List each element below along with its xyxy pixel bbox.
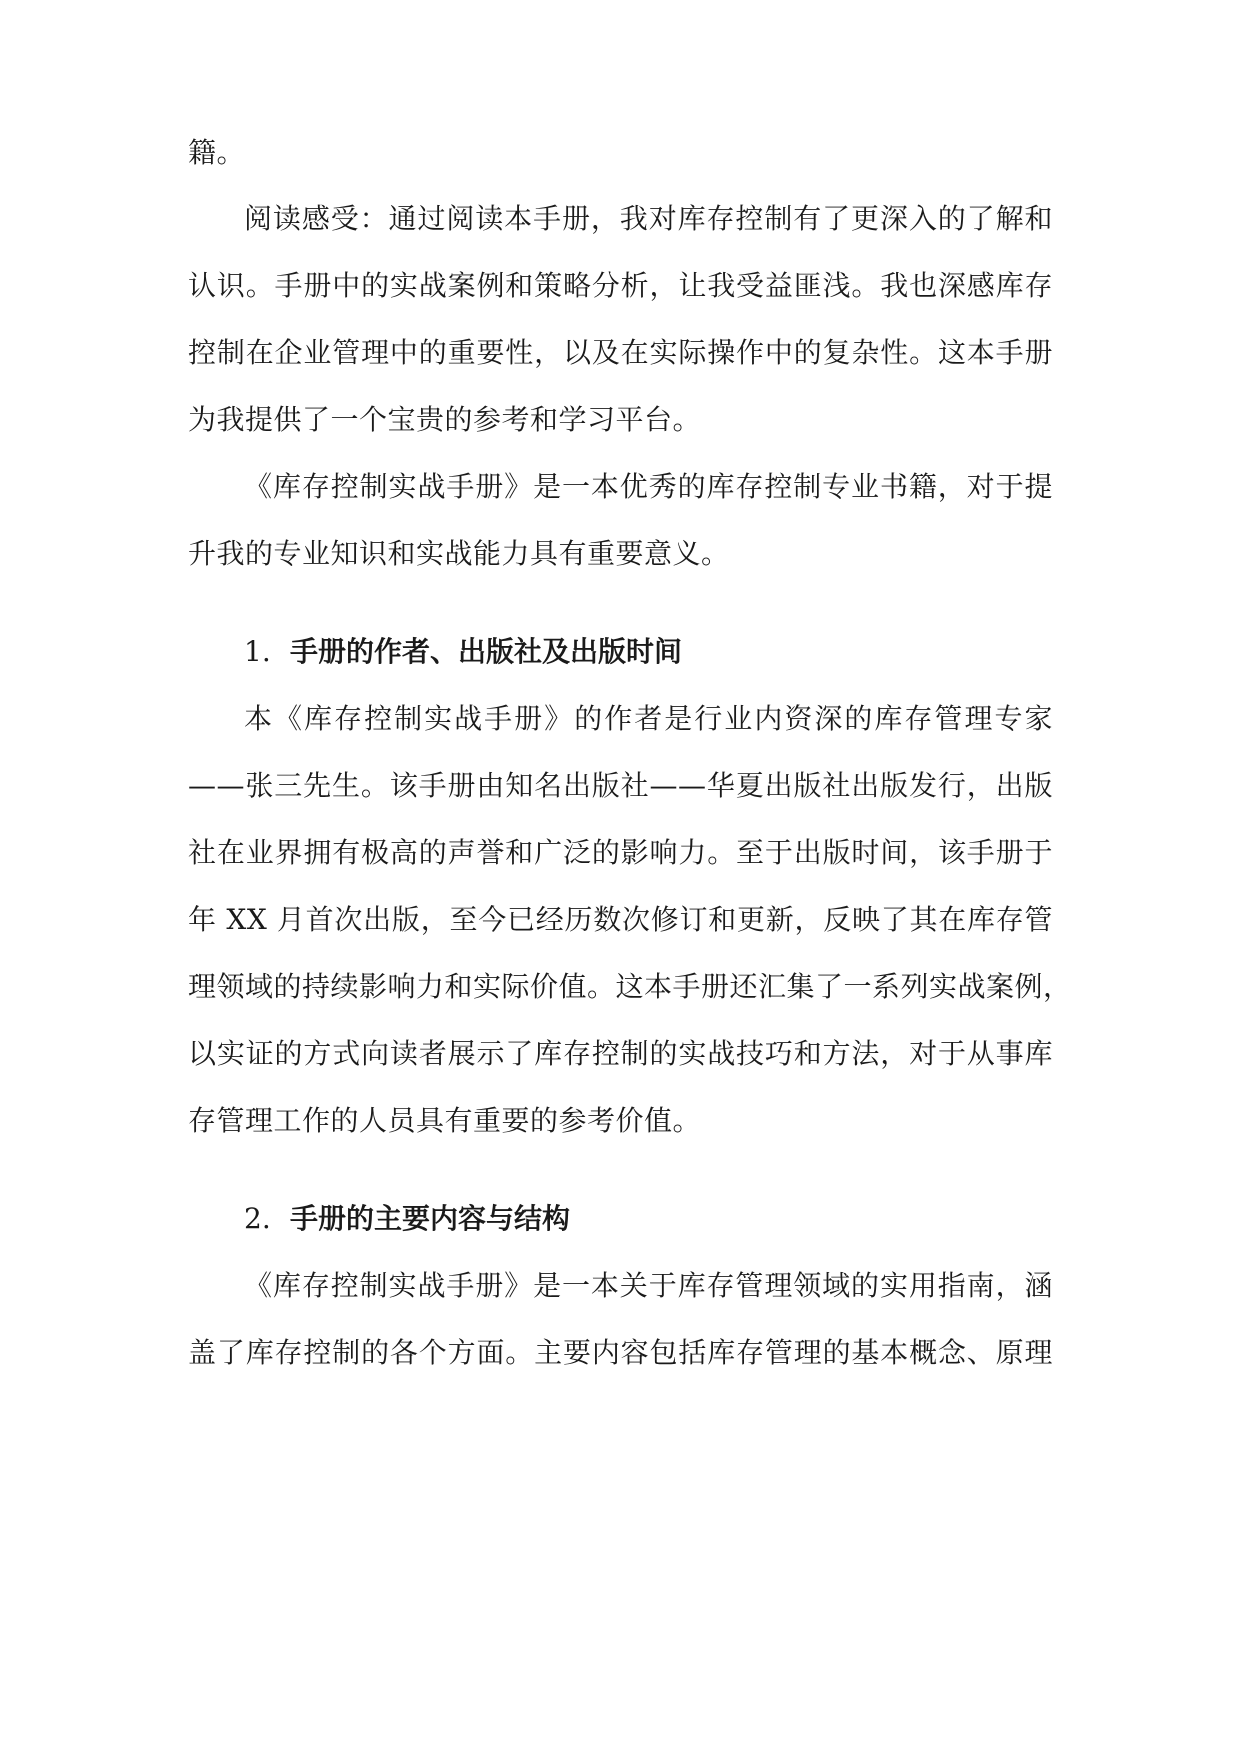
text-line: 理领域的持续影响力和实际价值。这本手册还汇集了一系列实战案例， bbox=[188, 970, 1072, 1003]
text-line: 盖了库存控制的各个方面。主要内容包括库存管理的基本概念、原理 bbox=[188, 1336, 1053, 1369]
section-title: 手册的作者、出版社及出版时间 bbox=[290, 635, 683, 668]
text-line: ——张三先生。该手册由知名出版社——华夏出版社出版发行，出版 bbox=[188, 769, 1053, 802]
text-line: 社在业界拥有极高的声誉和广泛的影响力。至于出版时间，该手册于 bbox=[188, 836, 1053, 869]
text-line: 存管理工作的人员具有重要的参考价值。 bbox=[188, 1104, 702, 1137]
text-line: 以实证的方式向读者展示了库存控制的实战技巧和方法，对于从事库 bbox=[188, 1037, 1053, 1070]
text-line: 认识。手册中的实战案例和策略分析，让我受益匪浅。我也深感库存 bbox=[188, 269, 1053, 302]
text-line: 为我提供了一个宝贵的参考和学习平台。 bbox=[188, 403, 702, 436]
section-number: 2. bbox=[244, 1202, 271, 1235]
section-heading bbox=[244, 1199, 570, 1239]
section-heading bbox=[244, 632, 682, 672]
text-line: 升我的专业知识和实战能力具有重要意义。 bbox=[188, 537, 730, 570]
text-line: 籍。 bbox=[188, 136, 246, 169]
text-line: 《库存控制实战手册》是一本优秀的库存控制专业书籍，对于提 bbox=[244, 470, 1053, 503]
section-number: 1. bbox=[244, 635, 271, 668]
text-line: 控制在企业管理中的重要性，以及在实际操作中的复杂性。这本手册 bbox=[188, 336, 1053, 369]
text-line: 《库存控制实战手册》是一本关于库存管理领域的实用指南，涵 bbox=[244, 1269, 1053, 1302]
text-line: 本《库存控制实战手册》的作者是行业内资深的库存管理专家 bbox=[244, 702, 1053, 735]
section-title: 手册的主要内容与结构 bbox=[290, 1202, 571, 1235]
text-line: 阅读感受：通过阅读本手册，我对库存控制有了更深入的了解和 bbox=[244, 202, 1053, 235]
text-line: 年 XX 月首次出版，至今已经历数次修订和更新，反映了其在库存管 bbox=[188, 903, 1053, 936]
